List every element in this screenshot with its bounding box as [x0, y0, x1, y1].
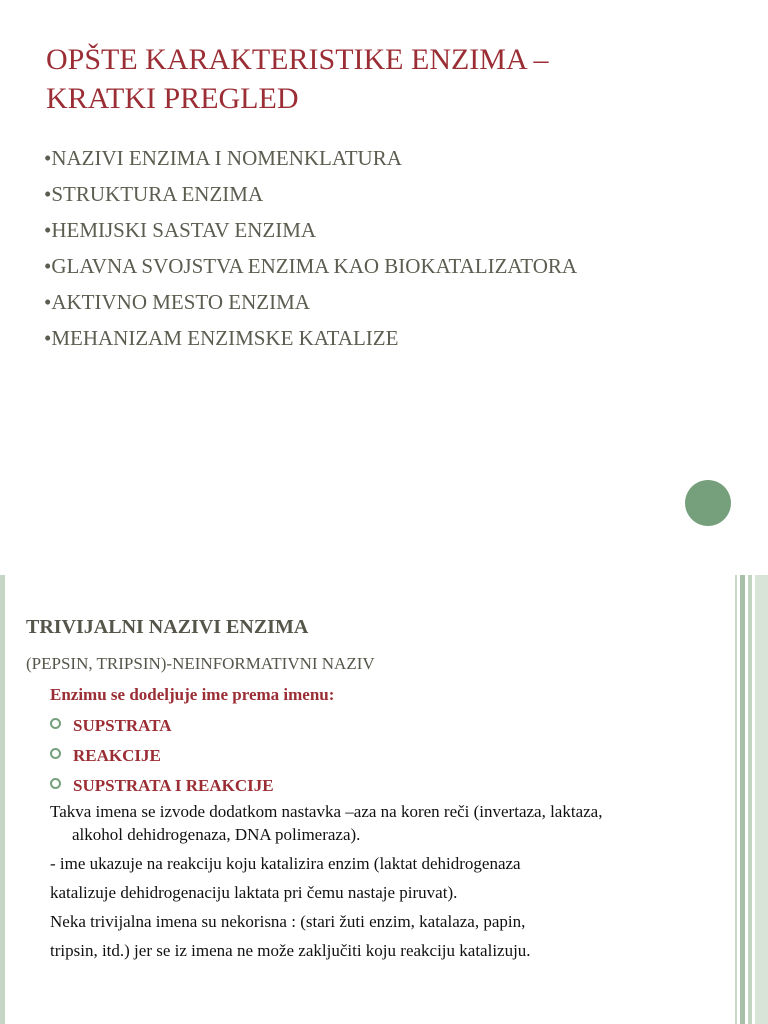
decor-circle	[685, 480, 731, 526]
topic-list	[44, 140, 577, 356]
ring-bullet-icon	[50, 778, 61, 789]
naming-basis-list	[50, 711, 274, 801]
intro-text: Enzimu se dodeljuje ime prema imenu:	[50, 685, 335, 704]
slide-title: TRIVIJALNI NAZIVI ENZIMA	[26, 616, 309, 638]
list-item	[50, 711, 274, 741]
paragraph-line: alkohol dehidrogenaza, DNA polimeraza).	[72, 825, 361, 844]
list-item-label: SUPSTRATA	[73, 716, 172, 735]
paragraph-line: Takva imena se izvode dodatkom nastavka –aza na koren reči (invertaza, laktaza,	[50, 802, 603, 821]
topic-item: •STRUKTURA ENZIMA	[44, 182, 264, 206]
topic-item: •NAZIVI ENZIMA I NOMENKLATURA	[44, 146, 402, 170]
list-item-label: SUPSTRATA I REAKCIJE	[73, 776, 274, 795]
title-line-2: KRATKI PREGLED	[46, 82, 299, 115]
title-line-1: OPŠTE KARAKTERISTIKE ENZIMA –	[46, 43, 549, 76]
list-item	[50, 771, 274, 801]
body-text	[50, 800, 700, 962]
slide-subtitle: (PEPSIN, TRIPSIN)-NEINFORMATIVNI NAZIV	[26, 654, 375, 673]
topic-item: •GLAVNA SVOJSTVA ENZIMA KAO BIOKATALIZATORA	[44, 254, 578, 278]
slide-title	[46, 40, 686, 118]
list-item-label: REAKCIJE	[73, 746, 161, 765]
ring-bullet-icon	[50, 748, 61, 759]
topic-item: •HEMIJSKI SASTAV ENZIMA	[44, 218, 317, 242]
paragraph-line: - ime ukazuje na reakciju koju katalizira enzim (laktat dehidrogenaza	[50, 854, 521, 873]
paragraph-line: katalizuje dehidrogenaciju laktata pri čemu nastaje piruvat).	[50, 883, 458, 902]
ring-bullet-icon	[50, 718, 61, 729]
topic-item: •AKTIVNO MESTO ENZIMA	[44, 290, 310, 314]
list-item	[50, 741, 274, 771]
paragraph-line: Neka trivijalna imena su nekorisna : (stari žuti enzim, katalaza, papin,	[50, 912, 526, 931]
topic-item: •MEHANIZAM ENZIMSKE KATALIZE	[44, 326, 399, 350]
paragraph-line: tripsin, itd.) jer se iz imena ne može zaključiti koju reakciju katalizuju.	[50, 941, 531, 960]
